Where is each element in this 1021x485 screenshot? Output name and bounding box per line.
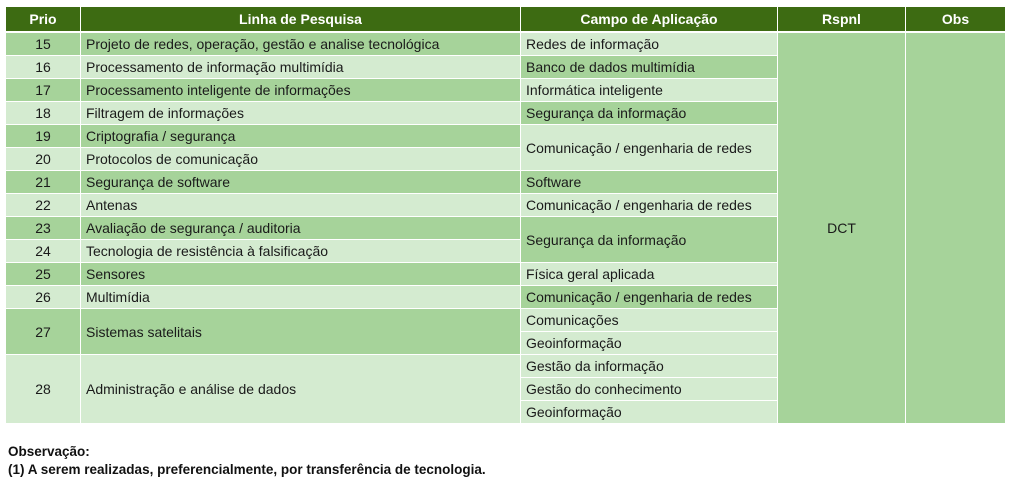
application-field-cell: Comunicação / engenharia de redes — [521, 194, 778, 217]
application-field-cell: Segurança da informação — [521, 102, 778, 125]
prio-cell: 20 — [6, 148, 81, 171]
research-line-cell: Projeto de redes, operação, gestão e analise tecnológica — [81, 32, 521, 56]
observation-cell — [906, 32, 1006, 424]
header-campo-de-aplicacao: Campo de Aplicação — [521, 7, 778, 33]
research-line-cell: Tecnologia de resistência à falsificação — [81, 240, 521, 263]
prio-cell: 27 — [6, 309, 81, 355]
application-field-cell: Segurança da informação — [521, 217, 778, 263]
application-field-cell: Banco de dados multimídia — [521, 56, 778, 79]
header-linha-de-pesquisa: Linha de Pesquisa — [81, 7, 521, 33]
application-field-cell: Software — [521, 171, 778, 194]
prio-cell: 22 — [6, 194, 81, 217]
prio-cell: 21 — [6, 171, 81, 194]
application-field-cell: Comunicações — [521, 309, 778, 332]
research-line-cell: Sistemas satelitais — [81, 309, 521, 355]
prio-cell: 28 — [6, 355, 81, 424]
research-line-cell: Processamento inteligente de informações — [81, 79, 521, 102]
application-field-cell: Física geral aplicada — [521, 263, 778, 286]
research-line-cell: Avaliação de segurança / auditoria — [81, 217, 521, 240]
research-line-cell: Administração e análise de dados — [81, 355, 521, 424]
header-obs: Obs — [906, 7, 1006, 33]
application-field-cell: Comunicação / engenharia de redes — [521, 125, 778, 171]
prio-cell: 24 — [6, 240, 81, 263]
prio-cell: 26 — [6, 286, 81, 309]
responsible-cell: DCT — [778, 32, 906, 424]
research-line-cell: Processamento de informação multimídia — [81, 56, 521, 79]
application-field-cell: Comunicação / engenharia de redes — [521, 286, 778, 309]
research-line-cell: Criptografia / segurança — [81, 125, 521, 148]
note-title: Observação: — [8, 444, 90, 459]
application-field-cell: Geoinformação — [521, 401, 778, 424]
prio-cell: 16 — [6, 56, 81, 79]
application-field-cell: Gestão do conhecimento — [521, 378, 778, 401]
header-prio: Prio — [6, 7, 81, 33]
table-row — [6, 32, 1006, 56]
prio-cell: 19 — [6, 125, 81, 148]
prio-cell: 18 — [6, 102, 81, 125]
table-header-row — [6, 7, 1006, 33]
note-text: (1) A serem realizadas, preferencialmente, por transferência de tecnologia. — [8, 462, 486, 477]
research-line-cell: Sensores — [81, 263, 521, 286]
prio-cell: 15 — [6, 32, 81, 56]
application-field-cell: Geoinformação — [521, 332, 778, 355]
prio-cell: 25 — [6, 263, 81, 286]
research-line-cell: Multimídia — [81, 286, 521, 309]
application-field-cell: Redes de informação — [521, 32, 778, 56]
prio-cell: 23 — [6, 217, 81, 240]
prio-cell: 17 — [6, 79, 81, 102]
header-rspnl: Rspnl — [778, 7, 906, 33]
research-lines-table — [5, 6, 1006, 424]
research-line-cell: Segurança de software — [81, 171, 521, 194]
research-line-cell: Protocolos de comunicação — [81, 148, 521, 171]
application-field-cell: Gestão da informação — [521, 355, 778, 378]
observation-note — [8, 443, 486, 479]
research-line-cell: Antenas — [81, 194, 521, 217]
application-field-cell: Informática inteligente — [521, 79, 778, 102]
research-line-cell: Filtragem de informações — [81, 102, 521, 125]
